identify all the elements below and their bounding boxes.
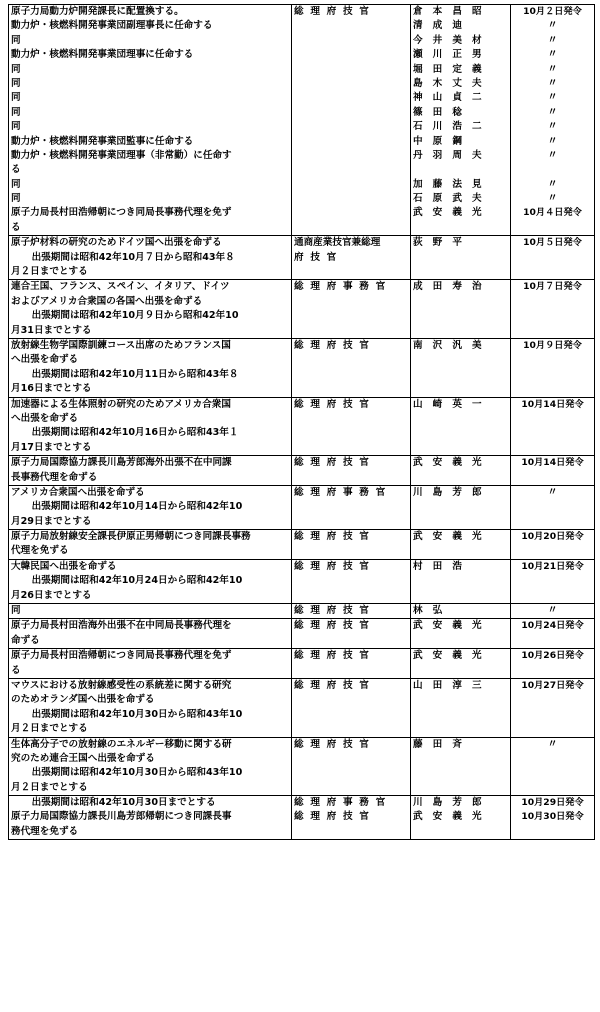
- issue-date: [511, 559, 595, 603]
- official-post: [292, 456, 411, 486]
- ditto-mark: 〃: [547, 486, 558, 498]
- matter-line: アメリカ合衆国へ出張を命ずる: [11, 486, 145, 498]
- ditto-mark: 〃: [547, 178, 558, 190]
- matter-line: 同: [11, 178, 21, 190]
- person-name: [411, 120, 511, 134]
- appointment-row: [9, 77, 595, 91]
- matter-line: 月29日までとする: [11, 515, 92, 527]
- post-line: 総理府技官: [294, 6, 376, 17]
- person-name: [411, 485, 511, 529]
- appointment-row: [9, 649, 595, 679]
- matter-line: 原子力局長村田浩帰朝につき同局長事務代理を免ず: [11, 207, 232, 219]
- post-line: 総理府技官: [294, 811, 376, 823]
- personnel-appointments-table: [8, 4, 595, 840]
- person-name: [411, 106, 511, 120]
- ditto-mark: 〃: [547, 63, 558, 75]
- official-post: [292, 77, 411, 91]
- person-name-text: 清成迪: [413, 20, 473, 32]
- person-name-text: 瀬川正男: [413, 49, 492, 61]
- issue-date: [511, 485, 595, 529]
- person-name: [411, 178, 511, 192]
- official-post: [292, 485, 411, 529]
- ditto-mark: 〃: [547, 135, 558, 147]
- person-name-text: 中原鋼: [413, 135, 473, 147]
- matter-line: 同: [11, 77, 21, 89]
- matter-line: 出張期間は昭和42年10月30日から昭和43年10: [22, 767, 243, 779]
- appointment-row: [9, 530, 595, 560]
- appointment-rows: [9, 5, 595, 840]
- person-name: [411, 649, 511, 679]
- matter-line: る: [11, 664, 21, 676]
- matter-line: 出張期間は昭和42年10月30日までとする: [22, 797, 216, 809]
- appointment-matter: [9, 106, 292, 120]
- appointment-row: [9, 19, 595, 33]
- issue-date-text: 10月４日発令: [523, 207, 582, 219]
- issue-date: [511, 604, 595, 619]
- person-name-text: 川島芳郎: [413, 797, 492, 809]
- official-post: [292, 19, 411, 33]
- appointment-matter: [9, 206, 292, 235]
- matter-line: 月26日までとする: [11, 589, 92, 601]
- matter-line: へ出張を命ずる: [11, 412, 79, 424]
- person-name-text: 村田浩: [413, 560, 473, 572]
- appointment-row: [9, 796, 595, 811]
- post-line: 総理府技官: [294, 560, 376, 572]
- post-line: 総理府技官: [294, 620, 376, 632]
- person-name: [411, 63, 511, 77]
- person-name-text: 武安義光: [413, 811, 492, 823]
- matter-line: 出張期間は昭和42年10月９日から昭和42年10: [22, 310, 239, 322]
- appointment-row: [9, 485, 595, 529]
- matter-line: 大韓民国へ出張を命ずる: [11, 560, 117, 572]
- person-name-text: 加藤法見: [413, 178, 492, 190]
- official-post: [292, 796, 411, 811]
- matter-line: 出張期間は昭和42年10月16日から昭和43年１: [22, 427, 239, 439]
- issue-date: [511, 397, 595, 456]
- matter-line: 動力炉・核燃料開発事業団監事に任命する: [11, 135, 194, 147]
- official-post: [292, 63, 411, 77]
- matter-line: 出張期間は昭和42年10月７日から昭和43年８: [22, 251, 235, 263]
- person-name-text: 武安義光: [413, 620, 492, 632]
- post-line: 総理府技官: [294, 605, 376, 617]
- issue-date: [511, 77, 595, 91]
- matter-line: 原子力局国際協力課長川島芳郎帰朝につき同課長事: [11, 811, 232, 823]
- person-name-text: 武安義光: [413, 650, 492, 662]
- issue-date-text: 10月29日発令: [521, 797, 584, 809]
- matter-line: 同: [11, 34, 21, 46]
- issue-date-text: 10月５日発令: [523, 237, 582, 249]
- appointment-row: [9, 135, 595, 149]
- issue-date: [511, 149, 595, 178]
- matter-line: 出張期間は昭和42年10月30日から昭和43年10: [22, 708, 243, 720]
- ditto-mark: 〃: [547, 20, 558, 32]
- issue-date: [511, 63, 595, 77]
- appointment-row: [9, 338, 595, 397]
- person-name-text: 山崎英一: [413, 398, 492, 410]
- person-name: [411, 149, 511, 178]
- appointment-row: [9, 106, 595, 120]
- post-line: 府技官: [294, 251, 343, 263]
- issue-date: [511, 34, 595, 48]
- issue-date-text: 10月27日発令: [521, 679, 584, 691]
- matter-line: 動力炉・核燃料開発事業団理事に任命する: [11, 49, 194, 61]
- appointment-row: [9, 810, 595, 839]
- person-name: [411, 810, 511, 839]
- appointment-matter: [9, 397, 292, 456]
- appointment-matter: [9, 796, 292, 811]
- person-name: [411, 338, 511, 397]
- matter-line: 同: [11, 106, 21, 118]
- matter-line: 月２日までとする: [11, 723, 88, 735]
- person-name-text: 武安義光: [413, 531, 492, 543]
- person-name: [411, 530, 511, 560]
- appointment-row: [9, 149, 595, 178]
- person-name: [411, 737, 511, 796]
- ditto-mark: 〃: [547, 605, 558, 617]
- issue-date-text: 10月２日発令: [523, 6, 582, 17]
- matter-line: 月２日までとする: [11, 781, 88, 793]
- appointment-matter: [9, 34, 292, 48]
- appointment-matter: [9, 280, 292, 339]
- appointment-matter: [9, 5, 292, 20]
- appointment-matter: [9, 77, 292, 91]
- appointment-row: [9, 91, 595, 105]
- post-line: 総理府技官: [294, 398, 376, 410]
- official-post: [292, 280, 411, 339]
- ditto-mark: 〃: [547, 49, 558, 61]
- appointment-row: [9, 280, 595, 339]
- matter-line: 代理を免ずる: [11, 545, 69, 557]
- issue-date: [511, 5, 595, 20]
- person-name: [411, 280, 511, 339]
- person-name: [411, 397, 511, 456]
- appointment-row: [9, 619, 595, 649]
- official-post: [292, 178, 411, 192]
- issue-date: [511, 19, 595, 33]
- matter-line: マウスにおける放射線感受性の系統差に関する研究: [11, 679, 232, 691]
- person-name-text: 神山貞二: [413, 92, 492, 104]
- appointment-matter: [9, 485, 292, 529]
- ditto-mark: 〃: [547, 149, 558, 161]
- person-name-text: 南沢汎美: [413, 339, 492, 351]
- matter-line: 原子力局放射線安全課長伊原正男帰朝につき同課長事務: [11, 531, 251, 543]
- matter-line: へ出張を命ずる: [11, 354, 79, 366]
- post-line: 総理府技官: [294, 738, 376, 750]
- official-post: [292, 34, 411, 48]
- appointment-row: [9, 456, 595, 486]
- official-post: [292, 5, 411, 20]
- official-post: [292, 559, 411, 603]
- official-post: [292, 135, 411, 149]
- appointment-row: [9, 48, 595, 62]
- post-line: 通商産業技官兼総理: [294, 237, 381, 249]
- issue-date: [511, 91, 595, 105]
- official-post: [292, 649, 411, 679]
- person-name: [411, 796, 511, 811]
- ditto-mark: 〃: [547, 193, 558, 205]
- issue-date-text: 10月30日発令: [521, 811, 584, 823]
- official-post: [292, 236, 411, 280]
- matter-line: 同: [11, 63, 21, 75]
- appointment-row: [9, 678, 595, 737]
- person-name: [411, 559, 511, 603]
- appointment-matter: [9, 810, 292, 839]
- matter-line: 出張期間は昭和42年10月14日から昭和42年10: [22, 501, 243, 513]
- matter-line: 同: [11, 92, 21, 104]
- issue-date: [511, 280, 595, 339]
- appointment-row: [9, 737, 595, 796]
- post-line: 総理府技官: [294, 457, 376, 469]
- matter-line: 同: [11, 121, 21, 133]
- official-post: [292, 120, 411, 134]
- official-post: [292, 530, 411, 560]
- person-name: [411, 192, 511, 206]
- post-line: 総理府技官: [294, 650, 376, 662]
- matter-line: 原子力局長村田浩帰朝につき同局長事務代理を免ず: [11, 650, 232, 662]
- post-line: 総理府技官: [294, 679, 376, 691]
- person-name: [411, 456, 511, 486]
- appointment-row: [9, 236, 595, 280]
- official-post: [292, 604, 411, 619]
- matter-line: 放射線生物学国際訓練コース出席のためフランス国: [11, 339, 231, 351]
- issue-date-text: 10月21日発令: [521, 560, 584, 572]
- person-name-text: 川島芳郎: [413, 486, 492, 498]
- matter-line: 原子力局長村田浩海外出張不在中同局長事務代理を: [11, 620, 232, 632]
- issue-date: [511, 236, 595, 280]
- appointment-matter: [9, 737, 292, 796]
- issue-date-text: 10月７日発令: [523, 281, 582, 293]
- appointment-matter: [9, 178, 292, 192]
- person-name-text: 藤田斉: [413, 738, 473, 750]
- person-name-text: 島木丈夫: [413, 77, 492, 89]
- issue-date: [511, 178, 595, 192]
- matter-line: 出張期間は昭和42年10月24日から昭和42年10: [22, 575, 243, 587]
- matter-line: 連合王国、フランス、スペイン、イタリア、ドイツ: [11, 281, 230, 293]
- matter-line: およびアメリカ合衆国の各国へ出張を命ずる: [11, 295, 203, 307]
- ditto-mark: 〃: [547, 92, 558, 104]
- issue-date: [511, 120, 595, 134]
- matter-line: 原子力局国際協力課長川島芳郎海外出張不在中同課: [11, 457, 232, 469]
- person-name: [411, 48, 511, 62]
- official-post: [292, 619, 411, 649]
- appointment-row: [9, 120, 595, 134]
- matter-line: る: [11, 164, 21, 176]
- appointment-matter: [9, 456, 292, 486]
- official-post: [292, 206, 411, 235]
- person-name-text: 丹羽周夫: [413, 149, 492, 161]
- person-name: [411, 619, 511, 649]
- issue-date: [511, 106, 595, 120]
- post-line: 総理府事務官: [294, 486, 392, 498]
- appointment-matter: [9, 649, 292, 679]
- appointment-matter: [9, 604, 292, 619]
- matter-line: 加速器による生体照射の研究のためアメリカ合衆国: [11, 398, 231, 410]
- appointment-matter: [9, 91, 292, 105]
- matter-line: のためオランダ国へ出張を命ずる: [11, 694, 155, 706]
- person-name: [411, 135, 511, 149]
- person-name-text: 倉本昌昭: [413, 6, 492, 17]
- matter-line: 月31日までとする: [11, 324, 92, 336]
- matter-line: 務代理を免ずる: [11, 825, 79, 837]
- official-post: [292, 678, 411, 737]
- matter-line: 同: [11, 605, 21, 617]
- person-name-text: 堀田定義: [413, 63, 492, 75]
- matter-line: 月16日までとする: [11, 383, 92, 395]
- person-name-text: 石原武夫: [413, 193, 492, 205]
- person-name: [411, 604, 511, 619]
- issue-date-text: 10月14日発令: [521, 457, 584, 469]
- issue-date: [511, 206, 595, 235]
- person-name: [411, 236, 511, 280]
- ditto-mark: 〃: [547, 77, 558, 89]
- official-post: [292, 338, 411, 397]
- person-name-text: 石川浩二: [413, 121, 492, 133]
- appointment-matter: [9, 63, 292, 77]
- personnel-record-sheet: [8, 4, 594, 1008]
- person-name-text: 荻野平: [413, 237, 473, 249]
- issue-date: [511, 135, 595, 149]
- matter-line: 月２日までとする: [11, 266, 88, 278]
- issue-date-text: 10月24日発令: [521, 620, 584, 632]
- issue-date: [511, 678, 595, 737]
- appointment-row: [9, 178, 595, 192]
- issue-date: [511, 796, 595, 811]
- appointment-matter: [9, 192, 292, 206]
- matter-line: 月17日までとする: [11, 441, 92, 453]
- person-name-text: 山田淳三: [413, 679, 492, 691]
- official-post: [292, 91, 411, 105]
- appointment-matter: [9, 135, 292, 149]
- person-name-text: 篠田稔: [413, 106, 473, 118]
- matter-line: 原子炉材料の研究のためドイツ国へ出張を命ずる: [11, 237, 222, 249]
- issue-date: [511, 649, 595, 679]
- appointment-matter: [9, 338, 292, 397]
- person-name: [411, 77, 511, 91]
- appointment-matter: [9, 19, 292, 33]
- post-line: 総理府技官: [294, 339, 376, 351]
- person-name-text: 武安義光: [413, 457, 492, 469]
- issue-date: [511, 810, 595, 839]
- matter-line: 長事務代理を命ずる: [11, 471, 98, 483]
- issue-date: [511, 338, 595, 397]
- matter-line: る: [11, 221, 21, 233]
- issue-date: [511, 48, 595, 62]
- matter-line: 同: [11, 193, 21, 205]
- appointment-row: [9, 34, 595, 48]
- matter-line: 動力炉・核燃料開発事業団副理事長に任命する: [11, 20, 213, 32]
- ditto-mark: 〃: [547, 34, 558, 46]
- official-post: [292, 192, 411, 206]
- official-post: [292, 737, 411, 796]
- issue-date-text: 10月26日発令: [521, 650, 584, 662]
- person-name: [411, 91, 511, 105]
- issue-date: [511, 456, 595, 486]
- post-line: 総理府技官: [294, 531, 376, 543]
- ditto-mark: 〃: [547, 121, 558, 133]
- person-name-text: 武安義光: [413, 207, 492, 219]
- person-name: [411, 34, 511, 48]
- ditto-mark: 〃: [547, 738, 558, 750]
- person-name: [411, 19, 511, 33]
- appointment-matter: [9, 559, 292, 603]
- appointment-row: [9, 5, 595, 20]
- person-name: [411, 206, 511, 235]
- issue-date-text: 10月９日発令: [523, 339, 582, 351]
- official-post: [292, 106, 411, 120]
- person-name-text: 成田寿治: [413, 281, 492, 293]
- appointment-matter: [9, 48, 292, 62]
- matter-line: 究のため連合王国へ出張を命ずる: [11, 752, 155, 764]
- appointment-matter: [9, 149, 292, 178]
- appointment-row: [9, 397, 595, 456]
- post-line: 総理府事務官: [294, 281, 392, 293]
- official-post: [292, 397, 411, 456]
- matter-line: 生体高分子での放射線のエネルギー移動に関する研: [11, 738, 232, 750]
- appointment-matter: [9, 236, 292, 280]
- issue-date-text: 10月14日発令: [521, 398, 584, 410]
- appointment-matter: [9, 120, 292, 134]
- matter-line: 命ずる: [11, 634, 40, 646]
- appointment-matter: [9, 678, 292, 737]
- official-post: [292, 48, 411, 62]
- matter-line: 出張期間は昭和42年10月11日から昭和43年８: [22, 368, 239, 380]
- post-line: 総理府事務官: [294, 797, 392, 809]
- issue-date-text: 10月20日発令: [521, 531, 584, 543]
- issue-date: [511, 619, 595, 649]
- appointment-row: [9, 192, 595, 206]
- person-name-text: 林弘: [413, 605, 453, 617]
- matter-line: 原子力局動力炉開発課長に配置換する。: [11, 6, 184, 17]
- appointment-row: [9, 206, 595, 235]
- matter-line: 動力炉・核燃料開発事業団理事（非常勤）に任命す: [11, 149, 232, 161]
- issue-date: [511, 737, 595, 796]
- official-post: [292, 810, 411, 839]
- issue-date: [511, 192, 595, 206]
- person-name: [411, 5, 511, 20]
- official-post: [292, 149, 411, 178]
- appointment-matter: [9, 530, 292, 560]
- issue-date: [511, 530, 595, 560]
- appointment-matter: [9, 619, 292, 649]
- appointment-row: [9, 559, 595, 603]
- person-name: [411, 678, 511, 737]
- ditto-mark: 〃: [547, 106, 558, 118]
- appointment-row: [9, 604, 595, 619]
- appointment-row: [9, 63, 595, 77]
- person-name-text: 今井美材: [413, 34, 492, 46]
